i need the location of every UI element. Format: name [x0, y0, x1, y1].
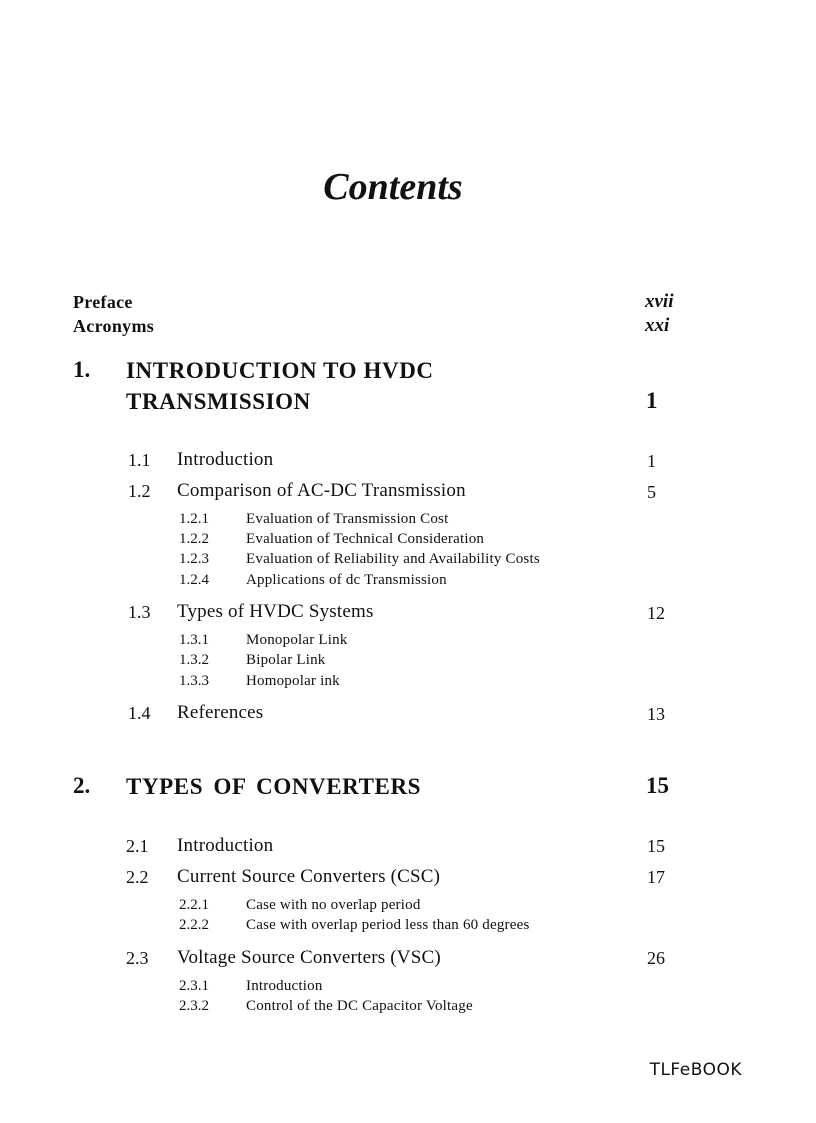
toc-page-acronyms: xxi	[645, 315, 670, 336]
chapter-page: 15	[646, 773, 669, 798]
chapter-page: 1	[646, 388, 658, 413]
page-title: Contents	[323, 166, 463, 208]
subsection-number: 1.3.1	[179, 632, 209, 648]
chapter-title-line2: TRANSMISSION	[126, 389, 311, 414]
section-number: 2.1	[126, 836, 149, 856]
section-number: 2.3	[126, 948, 149, 968]
chapter-number: 2.	[73, 773, 91, 798]
chapter-number: 1.	[73, 357, 91, 382]
section-page: 5	[647, 482, 656, 502]
toc-page-preface: xvii	[645, 291, 674, 312]
subsection-title: Introduction	[246, 978, 323, 994]
subsection-number: 1.3.3	[179, 673, 209, 689]
section-title: Current Source Converters (CSC)	[177, 866, 441, 887]
toc-entry-acronyms: Acronyms	[73, 316, 155, 336]
footer-watermark: TLFeBOOK	[649, 1060, 742, 1080]
subsection-number: 2.2.2	[179, 917, 209, 933]
subsection-title: Bipolar Link	[246, 652, 326, 668]
subsection-title: Case with overlap period less than 60 degrees	[246, 917, 530, 933]
section-page: 12	[647, 603, 665, 623]
subsection-title: Homopolar ink	[246, 673, 340, 689]
section-title: Comparison of AC-DC Transmission	[177, 480, 466, 501]
subsection-number: 1.2.2	[179, 531, 209, 547]
section-number: 1.1	[128, 450, 151, 470]
toc-entry-preface: Preface	[73, 292, 133, 312]
subsection-title: Monopolar Link	[246, 632, 348, 648]
subsection-title: Applications of dc Transmission	[246, 572, 447, 588]
subsection-title: Evaluation of Technical Consideration	[246, 531, 485, 547]
section-number: 1.3	[128, 602, 151, 622]
section-title: References	[177, 702, 264, 723]
section-number: 1.2	[128, 481, 151, 501]
section-title: Introduction	[177, 449, 274, 470]
subsection-number: 1.2.4	[179, 572, 209, 588]
chapter-title-line1: INTRODUCTION TO HVDC	[126, 358, 434, 383]
section-number: 1.4	[128, 703, 151, 723]
section-title: Voltage Source Converters (VSC)	[177, 947, 441, 968]
section-title: Types of HVDC Systems	[177, 601, 374, 622]
subsection-title: Evaluation of Reliability and Availability Costs	[246, 551, 540, 567]
chapter-title-line1: TYPES OF CONVERTERS	[126, 774, 422, 799]
section-page: 1	[647, 451, 656, 471]
section-page: 15	[647, 836, 665, 856]
section-title: Introduction	[177, 835, 274, 856]
subsection-title: Control of the DC Capacitor Voltage	[246, 998, 473, 1014]
subsection-number: 1.2.1	[179, 511, 209, 527]
subsection-title: Case with no overlap period	[246, 897, 421, 913]
section-number: 2.2	[126, 867, 149, 887]
subsection-number: 1.3.2	[179, 652, 209, 668]
subsection-title: Evaluation of Transmission Cost	[246, 511, 449, 527]
section-page: 26	[647, 948, 665, 968]
subsection-number: 2.2.1	[179, 897, 209, 913]
subsection-number: 2.3.1	[179, 978, 209, 994]
section-page: 13	[647, 704, 665, 724]
section-page: 17	[647, 867, 665, 887]
subsection-number: 1.2.3	[179, 551, 209, 567]
subsection-number: 2.3.2	[179, 998, 209, 1014]
